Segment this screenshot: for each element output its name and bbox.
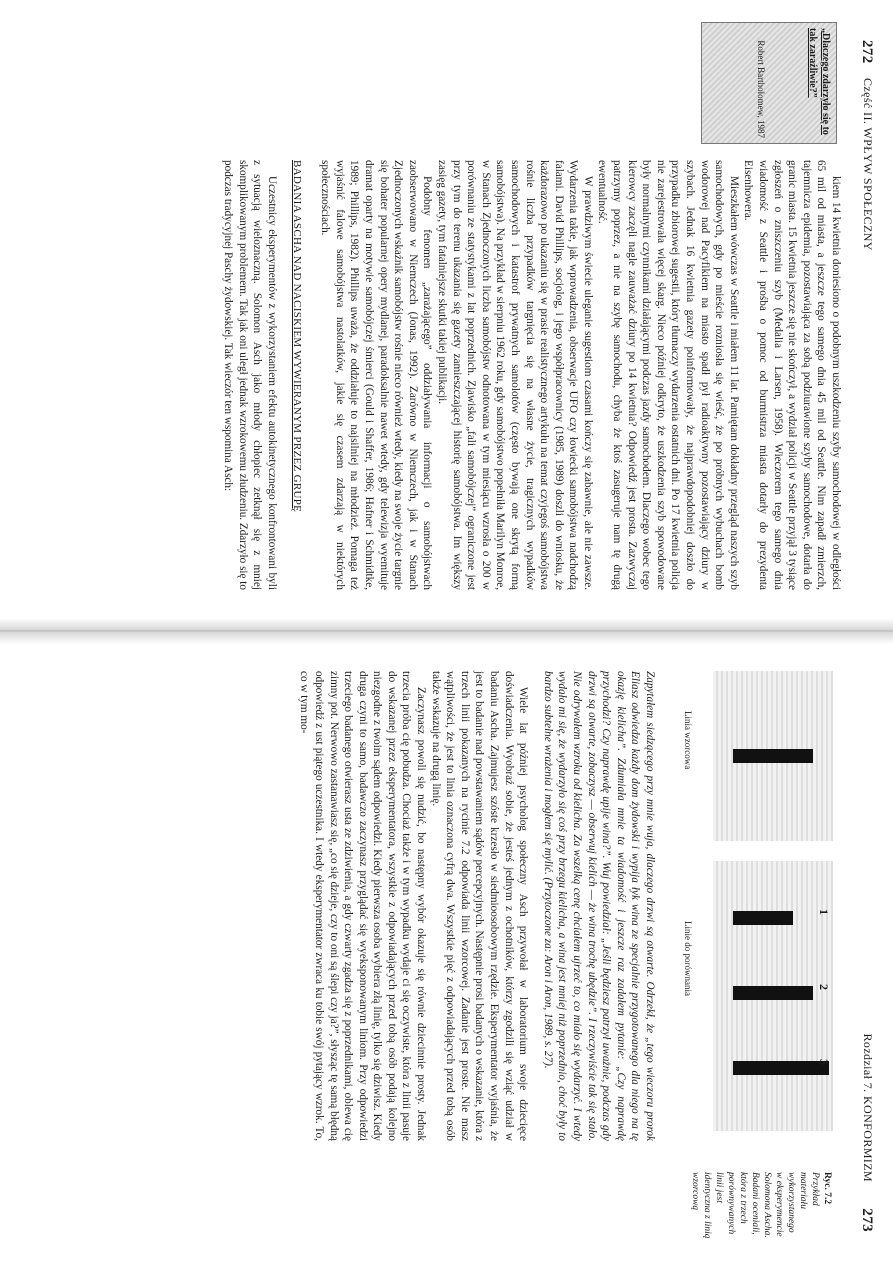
running-head: Rozdział 7. KONFORMIZM	[861, 1033, 875, 1182]
right-page	[0, 631, 893, 1262]
comparison-lines-label: Linie do porównania	[683, 921, 693, 996]
comparison-line-3	[733, 1061, 829, 1075]
paragraph: Uczestnicy eksperymentów z wykorzystaniem efektu autokinetycznego konfrontowani byli z sytuacją wieloznaczną. Solomon Asch jako młody chłopiec zetknął się z mniej skomplikowanym problemem. Tak jak oni uległ jednak wzrokowemu złudzeniu. Zdarzyło się to podczas tradycyjnej Paschy żydowskiej. Tak wieczór ten wspomina Asch:	[222, 160, 279, 590]
comparison-lines-panel	[713, 861, 833, 1131]
figure-caption-title: Ryc. 7.2	[822, 1172, 832, 1205]
left-body-text	[221, 160, 843, 590]
quote-paragraph: Zapytałem siedzącego przy mnie wuja, dlaczego drzwi są otwarte. Odrzekł, że „tego wieczoru prorok Eliasz odwiedza każdy dom żydowski i wypija łyk wina ze specjalnie przygotowanego dla niego na tę okazję kielicha”. Zdumiała mnie ta wiadomość i jeszcze raz zadałem pytanie: „Czy naprawdę przychodzi? Czy naprawdę upije wina?”. Wuj powiedział: „Jeśli będziesz patrzył uważnie, podczas gdy drzwi są otwarte, zobaczysz — obserwuj kielich — że wina trochę ubędzie”. I rzeczywiście tak się stało. Nie odrywałem wzroku od kielicha. Za wszelką cenę chciałem ujrzeć to, co miało się wydarzyć. I wtedy wydało mi się, że wydarzyło się coś przy brzegu kielicha, a wina jest mniej niż poprzednio, choć były to bardzo subtelne wrażenia i mogłem się mylić. (Przytoczone za: Aron i Aron, 1989, s. 27).	[541, 671, 656, 1141]
standard-line-panel	[713, 671, 833, 841]
page-number: 272	[859, 40, 875, 64]
margin-quote-title: „Dlaczego zdarzyło się to tak zaraźliwie?”	[807, 28, 831, 135]
paragraph: kiem 14 kwietnia doniesiono o podobnym uszkodzeniu szyby samochodowej w odległości 65 mil od miasta, a jeszcze tego samego dnia 45 mil od Seattle. Nim zapadł zmierzch, tajemnicza epidemia, pozostawiająca za sobą podziurawione szyby samochodowe, dotarła do granic miasta. 15 kwietnia jeszcze się nie skończył, a wydział policji w Seattle przyjął 3 tysiące zgłoszeń o zniszczeniu szyb (Medalia i Larsen, 1958). Wieczorem tego samego dnia wiadomość z Seattle i prośba o pomoc od burmistrza miasta dotarły do prezydenta Eisenhowera.	[742, 160, 842, 590]
paragraph: Zaczynasz powoli się nudzić, bo następny wybór okazuje się równie dziecinnie prosty. Jednak trzecia próba cię pobudza. Chociaż także i w tym wypadku wydaje ci się oczywiste, która z linii pasuje do wskazanej przez eksperymentatora, wszystkie z odpowiadających przed tobą osób podają kolejno niezgodne z twoim sądem odpowiedzi. Kiedy pierwsza osoba wybiera złą linię, tylko się dziwisz. Kiedy druga czyni to samo, badawczo zaczynasz przyglądać się wyeksponowanym liniom. Przy odpowiedzi trzeciego badanego otwierasz usta ze zdziwienia, a gdy czwarty zgadza się z poprzednikami, oblewa cię zimny pot. Nerwowo zastanawiasz się, „co się dzieje, czy to oni są ślepi czy ja?”, słysząc tę samą błędną odpowiedź z ust piątego uczestnika. I wtedy eksperymentator zwraca ku tobie swój pytający wzrok. To, co w tym mo-	[298, 671, 428, 1141]
comparison-line-1	[733, 911, 793, 925]
section-heading: BADANIA ASCHA NAD NACISKIEM WYWIERANYM PRZEZ GRUPĘ	[290, 160, 303, 513]
figure-caption-text: Przykład materiału wykorzystanego w eksperymencie Solomona Ascha. Badani oceniali, która z trzech porównywanych linii jest identyczna z linią wzorcową	[690, 1172, 820, 1239]
page-number: 273	[859, 1208, 875, 1232]
figure-caption	[689, 1172, 833, 1240]
right-body-text	[297, 671, 657, 1141]
paragraph: Podobny fenomen „zarażającego” oddziaływania informacji o samobójstwach zaobserwowano w Niemczech (Jonas, 1992). Zarówno w Niemczech, jak i w Stanach Zjednoczonych wskaźnik samobójstw rośnie nieco również wtedy, kiedy na swoje życie targnie się bohater popularnej opery mydlanej, paradoksalnie nawet wtedy, gdy telewizja wyemituje dramat oparty na motywie samobójczej śmierci (Gould i Shaffer, 1986; Hafner i Schmidtke, 1989; Phillips, 1982). Phillips uważa, że oddziałuje to najsilniej na młodzież. Pomaga też wyjaśnić falowe samobójstwa nastolatków, jakie się czasem zdarzają w niektórych społecznościach.	[319, 160, 434, 590]
comparison-line-2	[733, 986, 813, 1000]
comparison-line-2-label: 2	[817, 984, 831, 990]
paragraph: Wiele lat później psycholog społeczny Asch przywołał w laboratorium swoje dziecięce doświadczenia. Wyobraź sobie, że jesteś jednym z ochotników, którzy zgodzili się wziąć udział w badaniu Ascha. Zajmujesz szóste krzesło w siedmioosobowym rzędzie. Eksperymentator wyjaśnia, że jest to badanie nad powstawaniem sądów percepcyjnych. Następnie prosi badanych o wskazanie, która z trzech linii pokazanych na rycinie 7.2 odpowiada linii wzorcowej. Zadanie jest proste. Nie masz wątpliwości, że jest to linia oznaczona cyfrą dwa. Wszystkie pięć z odpowiadających przed tobą osób także wskazuje na drugą linię.	[429, 671, 530, 1141]
standard-line	[733, 749, 813, 763]
comparison-line-1-label: 1	[817, 909, 831, 915]
asch-lines-figure	[683, 671, 833, 1131]
margin-quote-author: Robert Bartholomew, 1987	[756, 40, 766, 138]
standard-line-label: Linia wzorcowa	[683, 711, 693, 770]
running-head: Część II. WPŁYW SPOŁECZNY	[861, 78, 875, 251]
paragraph: Mieszkałem wówczas w Seattle i miałem 11 lat. Pamiętam dokładny przegląd naszych szyb samochodowych, gdy po mieście rozniosła się wieść, że po próbnych wybuchach bomb wodorowej nad Pacyfikiem na miasto spadł pył radioaktywny pozostawiający dziury w szybach. Jednak 16 kwietnia gazety poinformowały, że najprawdopodobniej doszło do przypadku zbiorowej sugestii, który tłumaczy wydarzenia ostatnich dni. Po 17 kwietnia policja nie zarejestrowała więcej skarg. Nieco później odkryto, że uszkodzenia szyb spowodowane były normalnymi czynnikami działającymi podczas jazdy samochodem. Dlaczego wobec tego kierowcy zaczęli nagle zauważać dziury po 14 kwietnia? Odpowiedź jest prosta. Zazwyczaj patrzymy poprzez, a nie na szybę samochodu, chyba że ktoś zasugeruje nam tę drugą ewentualność.	[596, 160, 740, 590]
margin-quote-box	[701, 22, 837, 144]
paragraph: W prawdziwym świecie uleganie sugestiom czasami kończy się zabawnie, ale nie zawsze. Wydarzenia takie, jak wprowadzenia, obserwacje UFO czy łowiecki samobójstwa nadchodzą falami. David Phillips, socjolog, i jego współpracownicy (1985, 1989) doszli do wniosku, że każdorazowo po ukazaniu się w prasie realistycznego artykułu na temat czyjegoś samobójstwa rośnie liczba przypadków targnięcia się na własne życie, tragicznych wypadków samochodowych i katastrof prywatnych samolotów (często bywają one skrytą formą samobójstwa). Na przykład w sierpniu 1962 roku, gdy samobójstwo popełniła Marilyn Monroe, w Stanach Zjednoczonych liczba samobójstw odnotowana w tym miesiącu wzrosła o 200 w porównaniu ze statystykami z lat poprzednich. Zjawisko „fali samobójczej” ograniczone jest przy tym do terenu ukazania się gazety zamieszczającej historię samobójstwa. Im większy zasięg gazety, tym fatalniejsze skutki takiej publikacji.	[435, 160, 594, 590]
comparison-line-3-label: 3	[817, 1059, 831, 1065]
